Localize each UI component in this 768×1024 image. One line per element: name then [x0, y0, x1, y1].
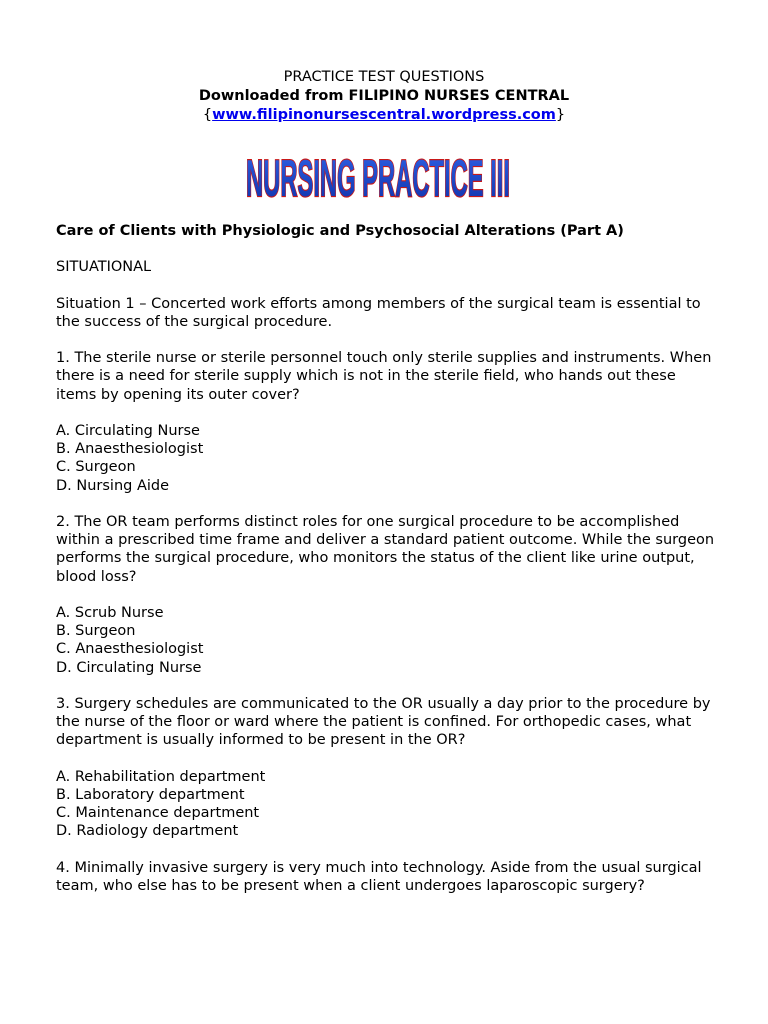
option: B. Surgeon [56, 623, 136, 640]
section-heading: SITUATIONAL [56, 259, 152, 276]
banner-text: NURSING PRACTICE III [246, 148, 510, 206]
question-1-options [56, 422, 716, 495]
document-header [0, 68, 768, 125]
option: D. Circulating Nurse [56, 659, 202, 676]
brace-open: { [202, 107, 213, 123]
question-1: 1. The sterile nurse or sterile personnel touch only sterile supplies and instruments. When there is a need for sterile supply which is not in the sterile field, who hands out these items by opening its outer cover? [56, 350, 712, 403]
situation-text: Situation 1 – Concerted work efforts among members of the surgical team is essential to the success of the surgical procedure. [56, 295, 701, 330]
document-body [56, 222, 716, 895]
header-source: Downloaded from FILIPINO NURSES CENTRAL [198, 88, 570, 104]
question-3: 3. Surgery schedules are communicated to the OR usually a day prior to the procedure by the nurse of the floor or ward where the patient is confined. For orthopedic cases, what department is usually informed to be present in the OR? [56, 695, 711, 749]
option: A. Scrub Nurse [56, 604, 164, 621]
header-link-line [0, 106, 768, 125]
option: D. Nursing Aide [56, 477, 170, 494]
option: D. Radiology department [56, 823, 239, 840]
question-4: 4. Minimally invasive surgery is very much into technology. Aside from the usual surgical team, who else has to be present when a client undergoes laparoscopic surgery? [56, 859, 702, 894]
brace-close: } [555, 107, 566, 123]
question-3-options [56, 768, 716, 841]
header-title: PRACTICE TEST QUESTIONS [283, 69, 485, 85]
document-subtitle: Care of Clients with Physiologic and Psychosocial Alterations (Part A) [56, 223, 624, 239]
nursing-practice-banner [188, 140, 568, 206]
source-link[interactable]: www.filipinonursescentral.wordpress.com [212, 107, 556, 123]
option: A. Circulating Nurse [56, 422, 200, 439]
option: A. Rehabilitation department [56, 768, 266, 785]
option: B. Laboratory department [56, 786, 245, 803]
option: C. Surgeon [56, 459, 136, 476]
question-2: 2. The OR team performs distinct roles for one surgical procedure to be accomplished within a prescribed time frame and deliver a standard patient outcome. While the surgeon performs the surgical procedure, who monitors the status of the client like urine output, blood loss? [56, 513, 715, 585]
option: C. Anaesthesiologist [56, 641, 204, 658]
question-2-options [56, 604, 716, 677]
option: B. Anaesthesiologist [56, 441, 204, 458]
option: C. Maintenance department [56, 805, 260, 822]
